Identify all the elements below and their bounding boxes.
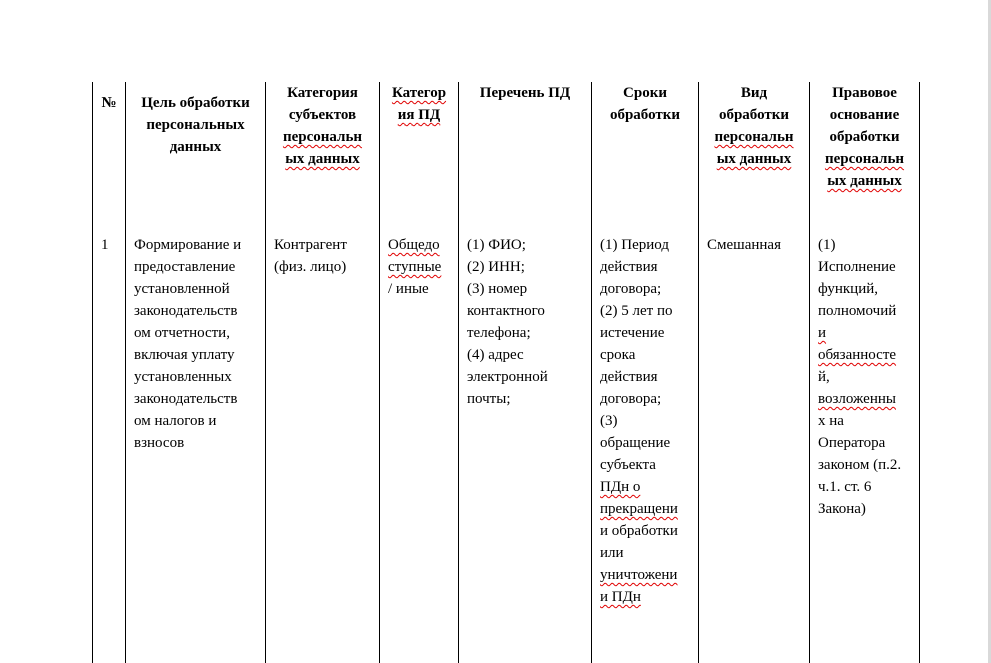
cell-line: действия: [600, 369, 658, 385]
cell-line: договора;: [600, 281, 662, 297]
cell-line: предоставление: [134, 259, 236, 275]
cell-line: / иные: [388, 281, 429, 297]
header-line: Вид: [740, 85, 768, 101]
header-num-text: №: [101, 95, 117, 111]
cell-line: срока: [600, 347, 636, 363]
cell-line: включая уплату: [134, 347, 235, 363]
header-line: субъектов: [288, 107, 357, 123]
column-border: [458, 82, 459, 663]
cell-line: функций,: [818, 281, 878, 297]
cell-line: законодательств: [134, 391, 238, 407]
cell-processing-type: [707, 234, 808, 256]
cell-line: ч.1. ст. 6: [818, 479, 872, 495]
cell-line: законом (п.2.: [818, 457, 902, 473]
cell-line: электронной: [467, 369, 548, 385]
header-terms: [592, 82, 698, 126]
cell-line: уничтожени: [600, 567, 678, 583]
header-line: обработки: [609, 107, 681, 123]
header-processing-type: [699, 82, 809, 170]
cell-purpose: [134, 234, 264, 454]
cell-subjects: [274, 234, 378, 278]
cell-line: Формирование и: [134, 237, 242, 253]
cell-line: ом налогов и: [134, 413, 217, 429]
cell-line: 1: [101, 237, 109, 253]
column-border: [92, 82, 93, 663]
cell-line: Исполнение: [818, 259, 896, 275]
header-line: Перечень ПД: [479, 85, 571, 101]
cell-line: (физ. лицо): [274, 259, 347, 275]
header-purpose: [126, 92, 265, 158]
cell-line: (1) Период: [600, 237, 669, 253]
cell-line: и ПДн: [600, 589, 641, 605]
column-border: [379, 82, 380, 663]
cell-line: телефона;: [467, 325, 531, 341]
cell-line: ПДн о: [600, 479, 641, 495]
cell-line: почты;: [467, 391, 511, 407]
cell-line: истечение: [600, 325, 665, 341]
cell-line: установленной: [134, 281, 230, 297]
header-line: данных: [169, 139, 222, 155]
cell-pd-category: [388, 234, 458, 300]
cell-line: х на: [818, 413, 844, 429]
header-line: Правовое: [832, 85, 897, 101]
cell-line: (1) ФИО;: [467, 237, 526, 253]
cell-pd-list: [467, 234, 590, 410]
cell-line: субъекта: [600, 457, 656, 473]
cell-line: законодательств: [134, 303, 238, 319]
cell-legal-basis: [818, 234, 918, 520]
cell-terms: [600, 234, 697, 608]
header-line: персональных: [146, 117, 245, 133]
header-num: [93, 92, 125, 114]
cell-line: полномочий: [818, 303, 897, 319]
column-border: [125, 82, 126, 663]
cell-line: взносов: [134, 435, 185, 451]
cell-line: (2) ИНН;: [467, 259, 525, 275]
header-pd-list: [459, 82, 591, 104]
cell-line: контактного: [467, 303, 545, 319]
header-line: ых данных: [716, 151, 792, 167]
cell-line: (2) 5 лет по: [600, 303, 673, 319]
cell-line: й,: [818, 369, 830, 385]
cell-line: Общедо: [388, 237, 440, 253]
cell-line: (3): [600, 413, 618, 429]
cell-line: ступные: [388, 259, 442, 275]
cell-line: установленных: [134, 369, 232, 385]
column-border: [919, 82, 920, 663]
header-line: обработки: [829, 129, 900, 145]
header-line: ых данных: [827, 173, 902, 189]
header-line: персональн: [824, 151, 905, 167]
cell-line: действия: [600, 259, 658, 275]
cell-line: обращение: [600, 435, 671, 451]
header-line: Сроки: [623, 85, 667, 101]
header-line: Цель обработки: [141, 95, 250, 111]
header-pd-category: [380, 82, 458, 126]
header-line: Категория: [287, 85, 358, 101]
cell-num: [101, 234, 123, 256]
cell-line: (4) адрес: [467, 347, 524, 363]
header-subjects: [266, 82, 379, 170]
header-line: ых данных: [285, 151, 360, 167]
cell-line: (1): [818, 237, 836, 253]
header-line: ия ПД: [397, 107, 441, 123]
header-legal-basis: [810, 82, 919, 192]
cell-line: Закона): [818, 501, 866, 517]
cell-line: и: [818, 325, 827, 341]
cell-line: и обработки: [600, 523, 678, 539]
header-line: персональн: [714, 129, 794, 145]
header-line: персональн: [282, 129, 363, 145]
cell-line: Смешанная: [707, 237, 781, 253]
header-line: Категор: [391, 85, 447, 101]
header-line: основание: [829, 107, 900, 123]
cell-line: или: [600, 545, 624, 561]
cell-line: возложенны: [818, 391, 896, 407]
cell-line: обязанносте: [818, 347, 897, 363]
cell-line: прекращени: [600, 501, 678, 517]
cell-line: Оператора: [818, 435, 886, 451]
cell-line: ом отчетности,: [134, 325, 230, 341]
cell-line: Контрагент: [274, 237, 347, 253]
column-border: [591, 82, 592, 663]
cell-line: договора;: [600, 391, 662, 407]
header-line: обработки: [718, 107, 790, 123]
cell-line: (3) номер: [467, 281, 528, 297]
